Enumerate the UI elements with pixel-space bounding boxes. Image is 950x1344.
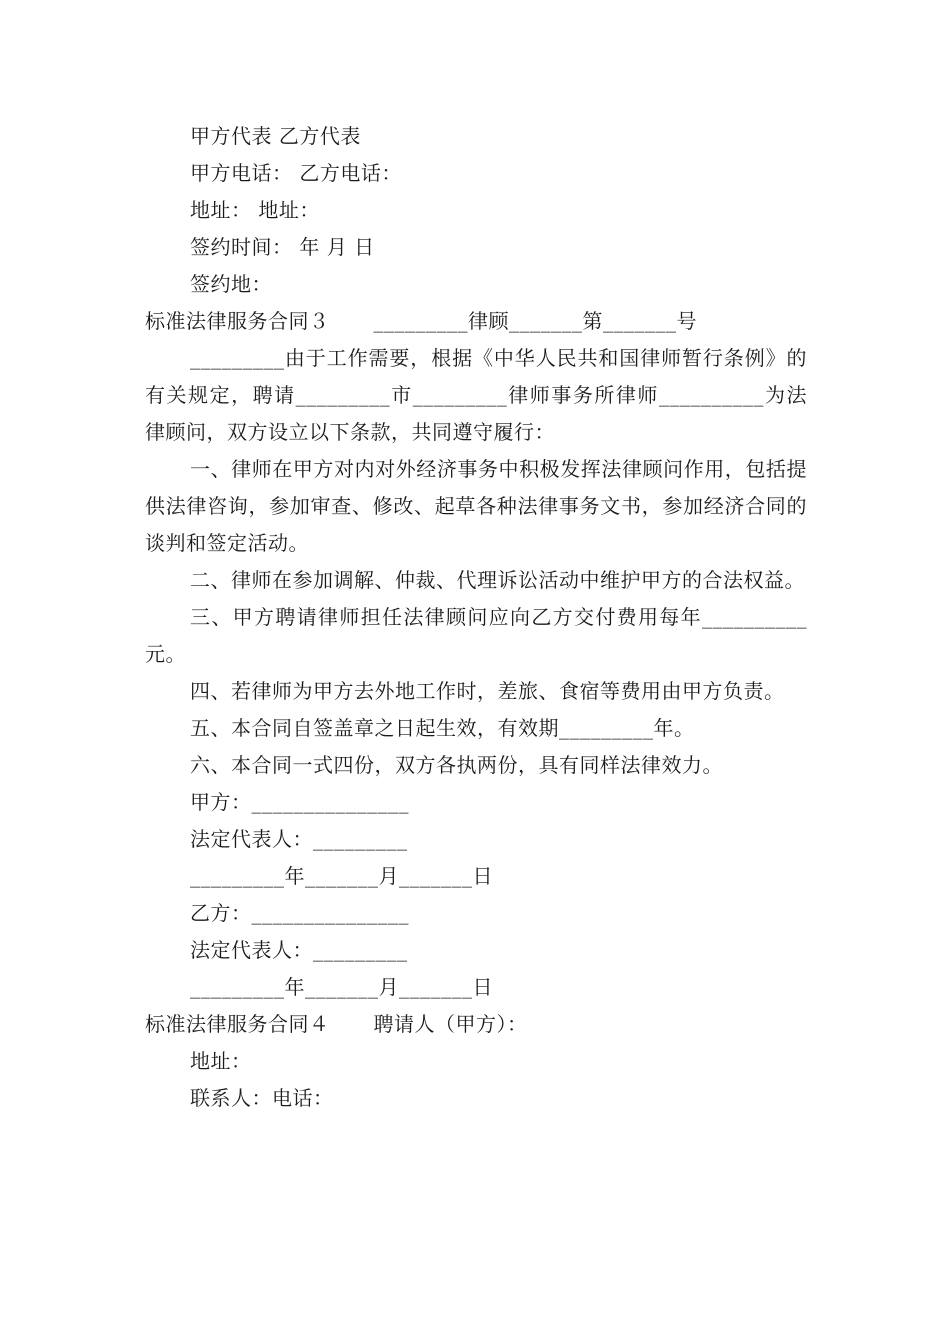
contract4-contact-line: 联系人：电话： xyxy=(190,1086,334,1110)
party-b-line: 乙方：_______________ xyxy=(190,901,409,925)
contract3-clause-5: 五、本合同自签盖章之日起生效，有效期_________年。 xyxy=(190,716,695,740)
contract3-clause-6: 六、本合同一式四份，双方各执两份，具有同样法律效力。 xyxy=(190,753,723,777)
party-a-date-line: _________年_______月_______日 xyxy=(190,864,493,888)
party-b-rep-line: 法定代表人：_________ xyxy=(190,938,408,962)
contract3-clause-1: 一、律师在甲方对内对外经济事务中积极发挥法律顾问作用，包括提供法律咨询，参加审查、修改、起草各种法律事务文书，参加经济合同的谈判和签定活动。 xyxy=(145,457,807,555)
sign-time-line: 签约时间： 年 月 日 xyxy=(190,235,375,259)
contract4-address-line: 地址： xyxy=(190,1049,252,1073)
addresses-line: 地址： 地址： xyxy=(190,198,320,222)
contract3-heading xyxy=(145,303,807,340)
contract4-title: 标准法律服务合同４ xyxy=(145,1012,330,1036)
contract3-clause-4: 四、若律师为甲方去外地工作时，差旅、食宿等费用由甲方负责。 xyxy=(190,679,785,703)
contract4-employer: 聘请人（甲方）： xyxy=(373,1012,528,1036)
document-body xyxy=(145,118,807,1117)
contract3-clause-2: 二、律师在参加调解、仲裁、代理诉讼活动中维护甲方的合法权益。 xyxy=(190,568,805,592)
phones-line: 甲方电话： 乙方电话： xyxy=(190,161,402,185)
contract3-title: 标准法律服务合同３ xyxy=(145,309,330,333)
contract3-clause-3: 三、甲方聘请律师担任法律顾问应向乙方交付费用每年__________元。 xyxy=(145,605,807,666)
representatives-line: 甲方代表 乙方代表 xyxy=(190,124,361,148)
contract3-head-fill: _________律顾_______第_______号 xyxy=(373,309,697,333)
sign-place-line: 签约地： xyxy=(190,272,272,296)
contract4-heading xyxy=(145,1006,807,1043)
contract3-intro: _________由于工作需要，根据《中华人民共和国律师暂行条例》的有关规定，聘请_________市_________律师事务所律师__________为法律顾问，双方设立以下条款，共同遵守履行： xyxy=(145,346,807,444)
party-a-rep-line: 法定代表人：_________ xyxy=(190,827,408,851)
party-b-date-line: _________年_______月_______日 xyxy=(190,975,493,999)
party-a-line: 甲方：_______________ xyxy=(190,790,409,814)
